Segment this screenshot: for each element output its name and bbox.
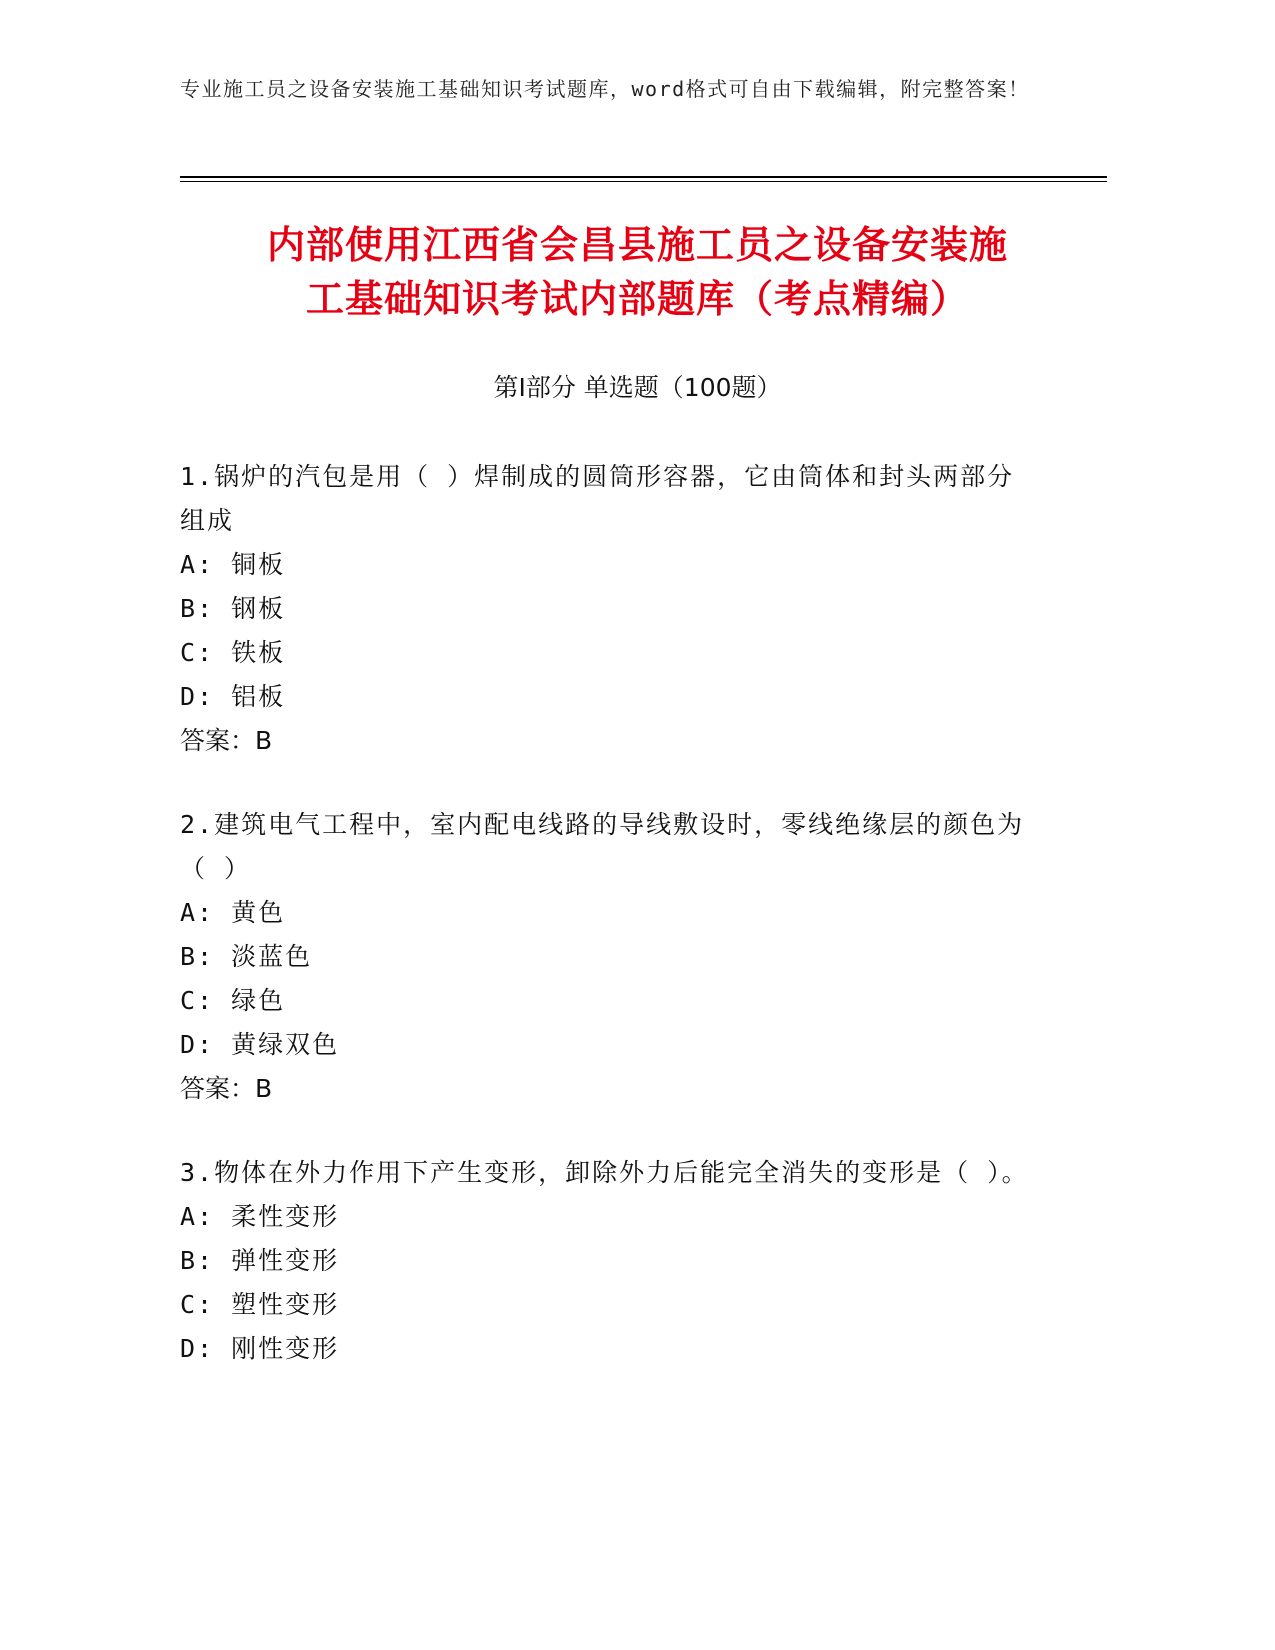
option-a: A: 黄色 — [180, 898, 286, 927]
option-c: C: 绿色 — [180, 986, 286, 1015]
option-a: A: 柔性变形 — [180, 1202, 340, 1231]
option-d: D: 铝板 — [180, 682, 286, 711]
option-d: D: 黄绿双色 — [180, 1030, 340, 1059]
question-stem: 3.物体在外力作用下产生变形，卸除外力后能完全消失的变形是（ ）。 — [180, 1158, 1029, 1187]
option-d: D: 刚性变形 — [180, 1334, 340, 1363]
option-b: B: 弹性变形 — [180, 1246, 340, 1275]
question-stem: 1.锅炉的汽包是用（ ）焊制成的圆筒形容器，它由筒体和封头两部分组成 — [180, 462, 1015, 535]
answer: 答案：B — [180, 1074, 273, 1103]
header-note: 专业施工员之设备安装施工基础知识考试题库，word格式可自由下载编辑，附完整答案！ — [180, 77, 1030, 101]
question-3 — [180, 1151, 1040, 1371]
document-title-line-1: 内部使用江西省会昌县施工员之设备安装施 — [266, 223, 1008, 267]
document-title-line-2: 工基础知识考试内部题库（考点精编） — [305, 277, 969, 321]
option-a: A: 铜板 — [180, 550, 286, 579]
section-title: 第Ⅰ部分 单选题（100题） — [493, 373, 782, 402]
question-stem: 2.建筑电气工程中，室内配电线路的导线敷设时，零线绝缘层的颜色为（ ） — [180, 810, 1025, 883]
answer: 答案：B — [180, 726, 273, 755]
header-rule-thin — [180, 181, 1107, 182]
option-b: B: 钢板 — [180, 594, 286, 623]
option-c: C: 铁板 — [180, 638, 286, 667]
question-1 — [180, 455, 1040, 763]
header-rule-thick — [180, 176, 1107, 178]
option-b: B: 淡蓝色 — [180, 942, 313, 971]
option-c: C: 塑性变形 — [180, 1290, 340, 1319]
question-2 — [180, 803, 1040, 1111]
document-title — [150, 218, 1125, 326]
